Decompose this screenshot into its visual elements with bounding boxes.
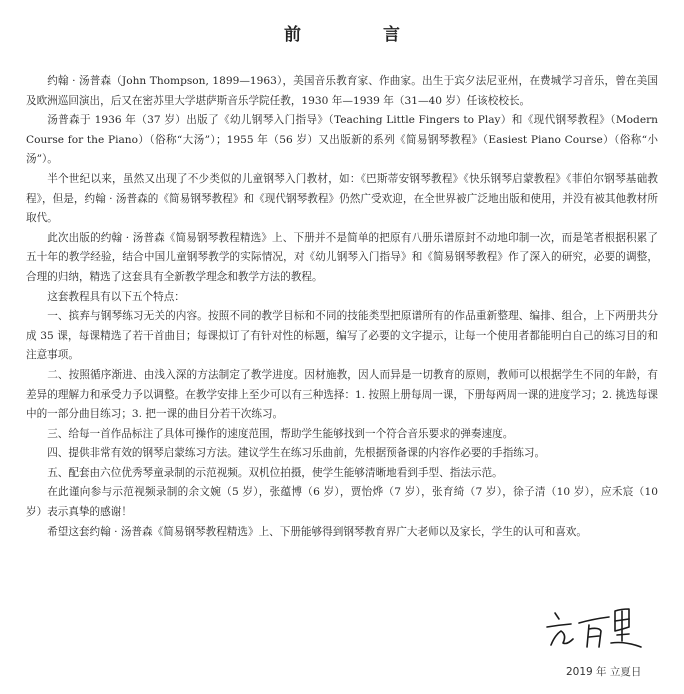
paragraph: 四、提供非常有效的钢琴启蒙练习方法。建议学生在练习乐曲前，先根据预备课的内容作必要的手指练习。 — [47, 447, 546, 460]
paragraph: 这套教程具有以下五个特点： — [47, 290, 185, 303]
paragraph: 此次出版的约翰 · 汤普森《简易钢琴教程精选》上、下册并不是简单的把原有八册乐谱原封不动地印制一次，而是笔者根据积累了五十年的教学经验，结合中国儿童钢琴教学的实际情况，对《幼儿钢琴入门指导》和《简易钢琴教程》作了深入的研究，必要的调整，合理的归纳，精选了这套具有全新教学理念和教学方法的教程。 — [26, 231, 658, 283]
date: 2019 年 立夏日 — [566, 666, 642, 678]
paragraph: 二、按照循序渐进、由浅入深的方法制定了教学进度。因材施教，因人而异是一切教育的原则，教师可以根据学生不同的年龄，有差异的理解力和承受力予以调整。在教学安排上至少可以有三种选择：1. 按照上册每周一课，下册每两周一课的进度学习；2. 挑选每课中的一部分曲目练习；3. 把一课的曲目分若干次练习。 — [26, 368, 658, 421]
paragraph: 三、给每一首作品标注了具体可操作的速度范围，帮助学生能够找到一个符合音乐要求的弹奏速度。 — [47, 427, 514, 440]
paragraph: 五、配套由六位优秀琴童录制的示范视频。双机位拍摄，使学生能够清晰地看到手型、指法示范。 — [47, 466, 503, 479]
paragraph: 在此谨向参与示范视频录制的余文婉（5 岁），张蕴博（6 岁），贾怡烨（7 岁），张育绮（7 岁），徐子清（10 岁），应禾宸（10 岁）表示真挚的感谢！ — [26, 486, 658, 519]
paragraph: 汤普森于 1936 年（37 岁）出版了《幼儿钢琴入门指导》（Teaching Little Fingers to Play）和《现代钢琴教程》（Modern Course for the Piano）（俗称“大汤”）；1955 年（56 岁）又出版新的系列《简易钢琴教程》（Easiest Piano Course）（俗称“小汤”）。 — [26, 114, 658, 166]
preface-body — [26, 72, 658, 542]
paragraph: 希望这套约翰 · 汤普森《简易钢琴教程精选》上、下册能够得到钢琴教育界广大老师以及家长，学生的认可和喜欢。 — [47, 525, 587, 538]
paragraph: 约翰 · 汤普森（John Thompson, 1899—1963），美国音乐教育家、作曲家。出生于宾夕法尼亚州，在费城学习音乐，曾在美国及欧洲巡回演出，后又在密苏里大学堪萨斯音乐学院任教，1930 年—1939 年（31—40 岁）任该校校长。 — [26, 75, 658, 107]
paragraph: 一、摈弃与钢琴练习无关的内容。按照不同的教学目标和不同的技能类型把原谱所有的作品重新整理、编排、组合，上下两册共分成 35 课，每课精选了若干首曲目；每课拟订了有针对性的标题，编写了必要的文字提示，让每一个使用者都能明白自己的练习目的和注意事项。 — [26, 310, 658, 362]
page-title: 前 言 — [284, 25, 438, 45]
paragraph: 半个世纪以来，虽然又出现了不少类似的儿童钢琴入门教材，如：《巴斯蒂安钢琴教程》《快乐钢琴启蒙教程》《菲伯尔钢琴基础教程》，但是，约翰 · 汤普森的《简易钢琴教程》和《现代钢琴教程》仍然广受欢迎，在全世界被广泛地出版和使用，并没有被其他教材所取代。 — [26, 172, 658, 225]
handwritten-signature — [545, 605, 655, 661]
